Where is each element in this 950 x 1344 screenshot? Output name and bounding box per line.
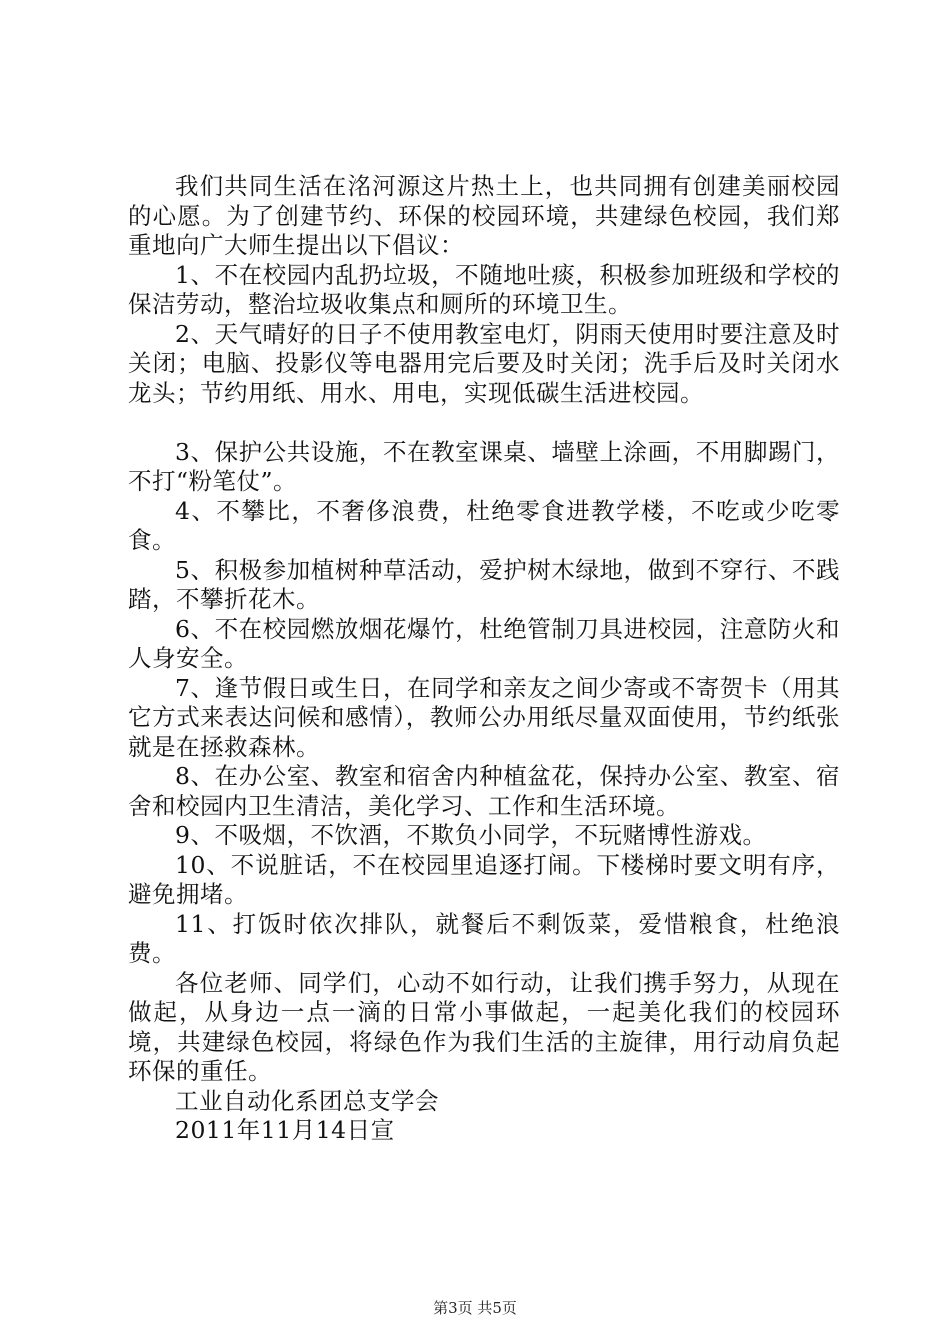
item-1: 1、不在校园内乱扔垃圾，不随地吐痰，积极参加班级和学校的保洁劳动，整治垃圾收集点和厕所的环境卫生。 <box>128 260 840 318</box>
item-9: 9、不吸烟，不饮酒，不欺负小同学，不玩赌博性游戏。 <box>175 821 767 849</box>
closing-paragraph: 各位老师、同学们，心动不如行动，让我们携手努力，从现在做起，从身边一点一滴的日常小事做起，一起美化我们的校园环境，共建绿色校园，将绿色作为我们生活的主旋律，用行动肩负起环保的重任。 <box>128 968 840 1085</box>
item-7: 7、逢节假日或生日，在同学和亲友之间少寄或不寄贺卡（用其它方式来表达问候和感情），教师公办用纸尽量双面使用，节约纸张就是在拯救森林。 <box>128 673 840 761</box>
date: 2011年11月14日宣 <box>175 1116 395 1144</box>
item-6: 6、不在校园燃放烟花爆竹，杜绝管制刀具进校园，注意防火和人身安全。 <box>128 614 840 672</box>
intro-paragraph: 我们共同生活在洺河源这片热土上，也共同拥有创建美丽校园的心愿。为了创建节约、环保的校园环境，共建绿色校园，我们郑重地向广大师生提出以下倡议： <box>128 172 840 259</box>
signature: 工业自动化系团总支学会 <box>175 1086 439 1115</box>
document-body <box>128 172 840 1146</box>
item-5: 5、积极参加植树种草活动，爱护树木绿地，做到不穿行、不践踏，不攀折花木。 <box>128 555 840 613</box>
item-10: 10、不说脏话，不在校园里追逐打闹。下楼梯时要文明有序，避免拥堵。 <box>128 850 840 908</box>
item-11: 11、打饭时依次排队，就餐后不剩饭菜，爱惜粮食，杜绝浪费。 <box>128 909 840 967</box>
item-4: 4、不攀比，不奢侈浪费，杜绝零食进教学楼，不吃或少吃零食。 <box>128 496 840 554</box>
item-3: 3、保护公共设施，不在教室课桌、墙壁上涂画，不用脚踢门，不打“粉笔仗”。 <box>128 437 840 495</box>
item-8: 8、在办公室、教室和宿舍内种植盆花，保持办公室、教室、宿舍和校园内卫生清洁，美化学习、工作和生活环境。 <box>128 762 840 820</box>
page-footer: 第3页 共5页 <box>433 1299 517 1317</box>
item-2: 2、天气晴好的日子不使用教室电灯，阴雨天使用时要注意及时关闭；电脑、投影仪等电器用完后要及时关闭；洗手后及时关闭水龙头；节约用纸、用水、用电，实现低碳生活进校园。 <box>128 319 840 407</box>
